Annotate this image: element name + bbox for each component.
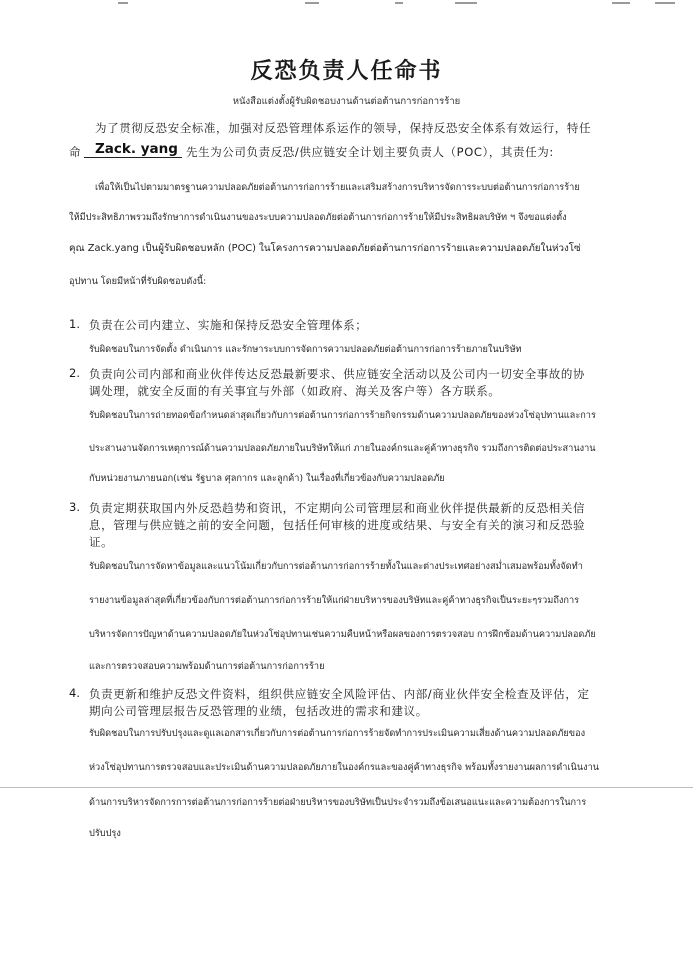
item-number: 2. (69, 366, 80, 380)
item-zh-line: 负责向公司内部和商业伙伴传达反恐最新要求、供应链安全活动以及公司内一切安全事故的协 (89, 367, 586, 381)
scan-mark (612, 2, 630, 4)
intro-zh-line-2-prefix: 命 (69, 145, 82, 159)
item-th-line: รับผิดชอบในการปรับปรุงและดูแลเอกสารเกี่ยวกับการต่อต้านการก่อการร้ายจัดทำการประเมินความเสี่ยงด้านความปลอดภัยของ (89, 728, 586, 739)
appointee-name: Zack. yang (95, 141, 178, 157)
scan-mark (395, 2, 403, 4)
item-zh-line: 证。 (89, 535, 114, 549)
intro-th-line-3: คุณ Zack.yang เป็นผู้รับผิดชอบหลัก (POC) ในโครงการความปลอดภัยต่อต้านการก่อการร้ายและความปลอดภัยในห่วงโซ่ (69, 243, 581, 254)
intro-zh-line-1: 为了贯彻反恐安全标准，加强对反恐管理体系运作的领导，保持反恐安全体系有效运行，特任 (95, 121, 592, 135)
intro-zh-line-2-suffix: 先生为公司负责反恐/供应链安全计划主要负责人（POC），其责任为: (186, 145, 554, 159)
item-th-line: บริหารจัดการปัญหาด้านความปลอดภัยในห่วงโซ่อุปทานเช่นความคืบหน้าหรือผลของการตรวจสอบ การฝึกซ้อมด้านความปลอดภัย (89, 629, 596, 640)
item-zh-line: 负责定期获取国内外反恐趋势和资讯，不定期向公司管理层和商业伙伴提供最新的反恐相关信 (89, 501, 586, 515)
item-th-line: ประสานงานจัดการเหตุการณ์ด้านความปลอดภัยภายในบริษัทให้แก่ ภายในองค์กรและคู่ค้าทางธุรกิจ รวมถึงการติดต่อประสานงาน (89, 443, 596, 454)
name-underline (84, 157, 182, 158)
intro-th-line-1: เพื่อให้เป็นไปตามมาตรฐานความปลอดภัยต่อต้านการก่อการร้ายและเสริมสร้างการบริหารจัดการระบบต่อต้านการก่อการร้าย (95, 182, 580, 193)
item-th-line: และการตรวจสอบความพร้อมด้านการต่อต้านการก่อการร้าย (89, 661, 325, 672)
item-zh-line: 调处理，就安全反面的有关事宜与外部（如政府、海关及客户等）各方联系。 (89, 384, 501, 398)
item-th-line: ห่วงโซ่อุปทานการตรวจสอบและประเมินด้านความปลอดภัยภายในองค์กรและของคู่ค้าทางธุรกิจ พร้อมทั้งรายงานผลการดำเนินงาน (89, 762, 600, 773)
item-zh-line: 负责更新和维护反恐文件资料，组织供应链安全风险评估、内部/商业伙伴安全检查及评估，定 (89, 687, 590, 701)
item-zh-line: 负责在公司内建立、实施和保持反恐安全管理体系； (89, 318, 368, 332)
item-th-line: ปรับปรุง (89, 828, 121, 839)
scan-mark (655, 2, 675, 4)
item-number: 1. (69, 317, 80, 331)
item-th-line: รับผิดชอบในการถ่ายทอดข้อกำหนดล่าสุดเกี่ยวกับการต่อต้านการก่อการร้ายกิจกรรมด้านความปลอดภัยของห่วงโซ่อุปทานและการ (89, 410, 596, 421)
intro-th-line-2: ให้มีประสิทธิภาพรวมถึงรักษาการดำเนินงานของระบบความปลอดภัยต่อต้านการก่อการร้ายให้มีประสิทธิผลบริษัท ฯ จึงขอแต่งตั้ง (69, 212, 567, 223)
scan-mark (455, 2, 477, 4)
document-title: 反恐负责人任命书 (250, 58, 443, 84)
scan-mark (305, 2, 319, 4)
intro-th-line-4: อุปทาน โดยมีหน้าที่รับผิดชอบดังนี้: (69, 276, 207, 287)
item-number: 3. (69, 500, 80, 514)
scan-mark (118, 2, 128, 4)
item-th-line: รายงานข้อมูลล่าสุดที่เกี่ยวข้องกับการต่อต้านการก่อการร้ายให้แก่ฝ่ายบริหารของบริษัทและคู่ค้าทางธุรกิจเป็นระยะๆรวมถึงการ (89, 595, 580, 606)
item-th-line: รับผิดชอบในการจัดหาข้อมูลและแนวโน้มเกี่ยวกับการต่อต้านการก่อการร้ายทั้งในและต่างประเทศอย่างสม่ำเสมอพร้อมทั้งจัดทำ (89, 561, 583, 572)
item-zh-line: 期向公司管理层报告反恐管理的业绩，包括改进的需求和建议。 (89, 704, 428, 718)
item-zh-line: 息，管理与供应链之前的安全问题，包括任何审核的进度或结果、与安全有关的演习和反恐验 (89, 518, 586, 532)
item-number: 4. (69, 686, 80, 700)
item-th-line: กับหน่วยงานภายนอก(เช่น รัฐบาล ศุลกากร และลูกค้า) ในเรื่องที่เกี่ยวข้องกับความปลอดภัย (89, 473, 445, 484)
item-th-line: รับผิดชอบในการจัดตั้ง ดำเนินการ และรักษาระบบการจัดการความปลอดภัยต่อต้านการก่อการร้ายภายในบริษัท (89, 344, 522, 355)
scan-fold-line (0, 787, 693, 788)
item-th-line: ด้านการบริหารจัดการการต่อต้านการก่อการร้ายต่อฝ่ายบริหารของบริษัทเป็นประจำรวมถึงข้อเสนอแนะและความต้องการในการ (89, 797, 587, 808)
document-subtitle: หนังสือแต่งตั้งผู้รับผิดชอบงานด้านต่อต้านการก่อการร้าย (232, 96, 461, 107)
